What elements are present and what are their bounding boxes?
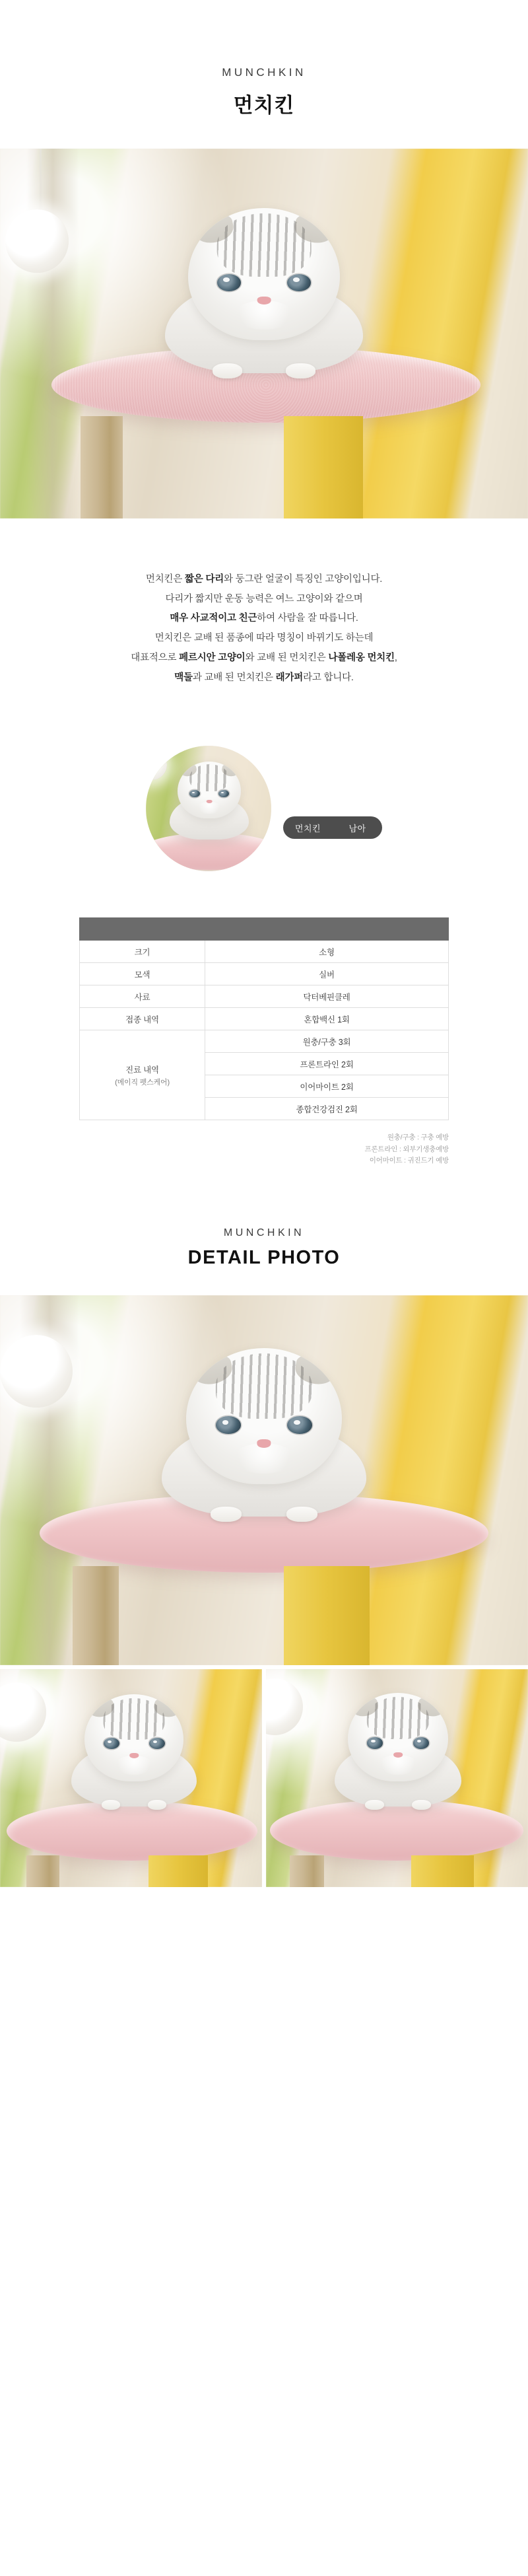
scratching-post-center bbox=[73, 1566, 119, 1665]
row-label-treatment bbox=[80, 1030, 205, 1120]
row-value: 소형 bbox=[205, 941, 449, 963]
kitten-paw-left bbox=[211, 1507, 242, 1522]
table-row bbox=[80, 941, 449, 963]
kitten-subject bbox=[165, 208, 363, 373]
detail-photo-header bbox=[0, 1166, 528, 1295]
profile-photo bbox=[146, 746, 271, 871]
kitten-eye-left bbox=[189, 790, 199, 797]
kitten-paw-left bbox=[365, 1800, 384, 1810]
kitten-forehead-stripes bbox=[189, 764, 229, 791]
kitten-muzzle bbox=[234, 301, 294, 330]
scratching-post-yellow bbox=[411, 1855, 474, 1887]
scratching-post-left bbox=[26, 149, 79, 519]
description-line: 먼치킨은 짧은 다리와 둥그란 얼굴이 특징인 고양이입니다. bbox=[145, 574, 383, 585]
description-line: 대표적으로 페르시안 고양이와 교배 된 먼치킨은 나폴레옹 먼치킨, bbox=[131, 652, 397, 663]
kitten-head bbox=[186, 1348, 342, 1484]
kitten-paw-left bbox=[213, 363, 242, 378]
scratching-post-center bbox=[81, 416, 123, 519]
status-badge bbox=[283, 816, 382, 839]
pompom-toy bbox=[5, 209, 69, 273]
kitten-subject bbox=[170, 762, 249, 840]
kitten-head bbox=[348, 1693, 448, 1781]
page-title: 먼치킨 bbox=[233, 94, 295, 117]
detail-eyebrow: MUNCHKIN bbox=[223, 1227, 305, 1239]
kitten-nose bbox=[129, 1753, 139, 1758]
kitten-paw-right bbox=[286, 1507, 317, 1522]
spec-table bbox=[79, 917, 449, 1120]
hero-photo bbox=[0, 149, 528, 519]
pompom-toy bbox=[0, 1335, 73, 1408]
kitten-head bbox=[188, 208, 340, 340]
detail-title: DETAIL PHOTO bbox=[187, 1247, 341, 1269]
kitten-eye-left bbox=[104, 1738, 119, 1749]
detail-photo-grid bbox=[0, 1669, 528, 1887]
treatment-label: 진료 내역 bbox=[125, 1065, 159, 1075]
kitten-paw-right bbox=[286, 363, 315, 378]
badge-gender: 남아 bbox=[348, 823, 366, 834]
kitten-nose bbox=[393, 1752, 403, 1758]
treatment-sublabel: (메이직 펫스케어) bbox=[115, 1078, 170, 1087]
scratching-post-yellow bbox=[284, 416, 363, 519]
badge-breed: 먼치킨 bbox=[294, 823, 321, 834]
kitten-paw-left bbox=[102, 1800, 121, 1810]
kitten-subject bbox=[71, 1694, 197, 1807]
scratching-post-yellow bbox=[284, 1566, 370, 1665]
kitten-muzzle bbox=[114, 1756, 154, 1775]
description-line: 다리가 짧지만 운동 능력은 여느 고양이와 같으며 bbox=[165, 593, 363, 604]
row-value: 닥터베핀클레 bbox=[205, 985, 449, 1008]
kitten-eye-right bbox=[413, 1737, 429, 1748]
detail-photo-right bbox=[266, 1669, 528, 1887]
table-row bbox=[80, 1030, 449, 1053]
row-value: 실버 bbox=[205, 963, 449, 985]
row-label: 크기 bbox=[80, 941, 205, 963]
kitten-eye-right bbox=[218, 790, 228, 797]
table-row bbox=[80, 985, 449, 1008]
kitten-head bbox=[84, 1694, 183, 1781]
row-value: 원충/구충 3회 bbox=[205, 1030, 449, 1053]
kitten-eye-left bbox=[216, 1416, 241, 1434]
row-label: 사료 bbox=[80, 985, 205, 1008]
brand-eyebrow: MUNCHKIN bbox=[222, 66, 306, 79]
kitten-forehead-stripes bbox=[367, 1697, 429, 1739]
kitten-muzzle bbox=[233, 1443, 295, 1473]
table-footnotes bbox=[79, 1132, 449, 1166]
table-row bbox=[80, 963, 449, 985]
row-value: 이어마이트 2회 bbox=[205, 1075, 449, 1098]
kitten-eye-right bbox=[287, 1416, 312, 1434]
description-line: 맥둘과 교배 된 먼치킨은 래가퍼라고 합니다. bbox=[174, 672, 354, 683]
table-header-cell-left bbox=[80, 918, 205, 941]
detail-photo-main bbox=[0, 1295, 528, 1665]
kitten-paw-right bbox=[412, 1800, 431, 1810]
kitten-muzzle bbox=[378, 1755, 418, 1774]
kitten-forehead-stripes bbox=[104, 1698, 165, 1740]
scratching-post-center bbox=[26, 1855, 59, 1887]
table-row bbox=[80, 1008, 449, 1030]
breed-description bbox=[0, 519, 528, 734]
row-label: 모색 bbox=[80, 963, 205, 985]
page-header bbox=[0, 0, 528, 149]
kitten-nose bbox=[207, 800, 213, 803]
kitten-eye-left bbox=[217, 274, 242, 291]
table-header-row bbox=[80, 918, 449, 941]
row-value: 혼합백신 1회 bbox=[205, 1008, 449, 1030]
kitten-head bbox=[178, 762, 241, 818]
row-value: 종합건강검진 2회 bbox=[205, 1098, 449, 1120]
table-header-cell-right bbox=[205, 918, 449, 941]
spec-table-wrapper bbox=[79, 917, 449, 1124]
row-value: 프론트라인 2회 bbox=[205, 1053, 449, 1075]
pink-perch bbox=[7, 1801, 257, 1861]
kitten-eye-right bbox=[149, 1738, 165, 1749]
pink-perch bbox=[270, 1800, 523, 1861]
description-line: 매우 사교적이고 친근하여 사람을 잘 따릅니다. bbox=[170, 613, 358, 624]
kitten-subject bbox=[335, 1693, 461, 1807]
row-label: 접종 내역 bbox=[80, 1008, 205, 1030]
description-line: 먼치킨은 교배 된 품종에 따라 명칭이 바뀌기도 하는데 bbox=[154, 633, 374, 644]
kitten-subject bbox=[162, 1348, 366, 1517]
kitten-eye-left bbox=[367, 1737, 383, 1748]
footnote: 원충/구충 : 구충 예방 bbox=[387, 1133, 449, 1142]
profile-section bbox=[0, 734, 528, 917]
scratching-post-yellow bbox=[148, 1855, 208, 1887]
footnote: 이어마이트 : 귀진드기 예방 bbox=[369, 1156, 449, 1164]
kitten-nose bbox=[257, 297, 271, 304]
kitten-forehead-stripes bbox=[217, 213, 312, 277]
footnote: 프론트라인 : 외부기생충예방 bbox=[364, 1145, 449, 1153]
kitten-eye-right bbox=[287, 274, 312, 291]
table-body bbox=[80, 941, 449, 1120]
kitten-muzzle bbox=[197, 802, 222, 814]
detail-photo-left bbox=[0, 1669, 262, 1887]
scratching-post-center bbox=[290, 1855, 324, 1887]
kitten-forehead-stripes bbox=[216, 1353, 312, 1419]
